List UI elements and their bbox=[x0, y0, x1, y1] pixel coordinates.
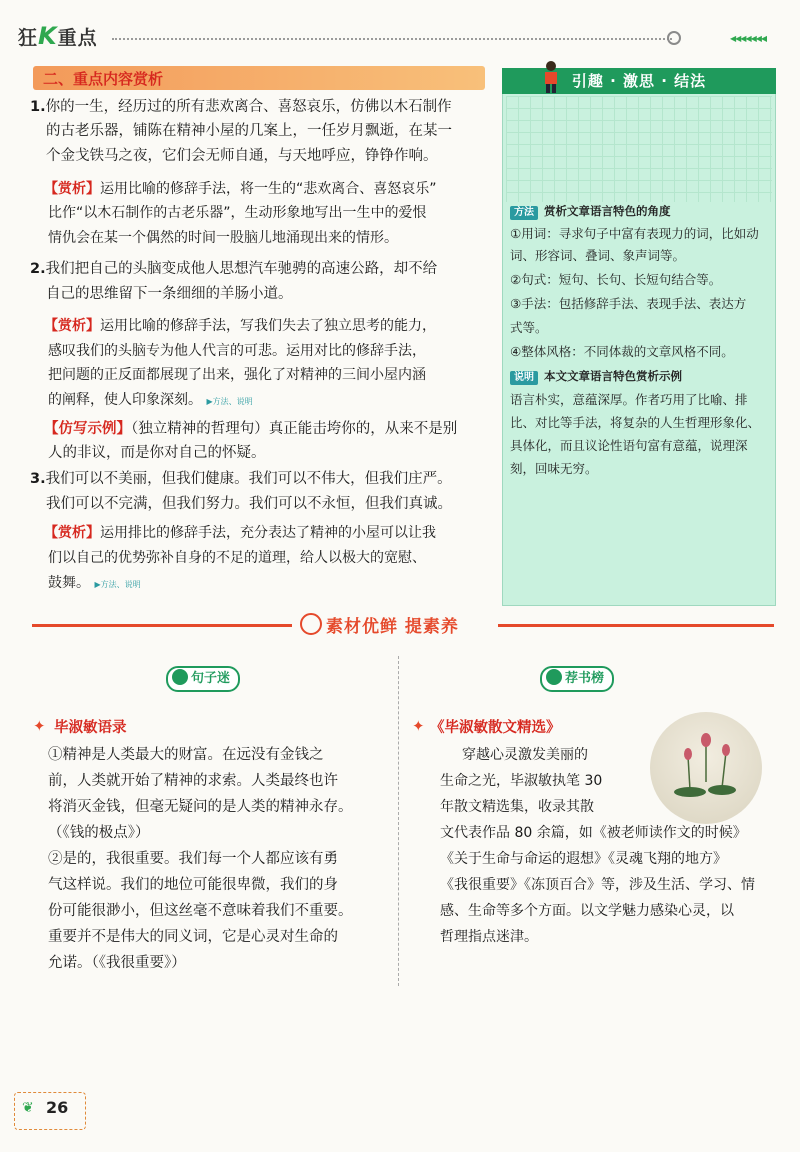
column-divider bbox=[398, 656, 399, 986]
method-note: ▶方法、说明 bbox=[94, 580, 141, 589]
explain-line: 刻，回味无穷。 bbox=[510, 461, 598, 476]
maple-leaf-icon: ✦ bbox=[412, 717, 425, 735]
explain-line: 比、对比等手法，将复杂的人生哲理形象化、 bbox=[510, 415, 761, 430]
section-title-bar bbox=[33, 66, 485, 90]
item3-line: 3.我们可以不美丽，但我们健康。我们可以不伟大，但我们庄严。 bbox=[30, 471, 452, 487]
method-line: ①用词：寻求句子中富有表现力的词，比如动 bbox=[510, 226, 759, 241]
header-dotted-rule bbox=[112, 38, 672, 40]
right-heading: 《毕淑敏散文精选》 bbox=[430, 720, 561, 736]
book-line: 年散文精选集，收录其散 bbox=[440, 799, 594, 815]
banner-title: 素材优鲜 提素养 bbox=[300, 612, 459, 637]
item2-line: 2.我们把自己的头脑变成他人思想汽车驰骋的高速公路，却不给 bbox=[30, 261, 438, 277]
plant-icon: ❦ bbox=[22, 1100, 34, 1116]
book-line: 穿越心灵激发美丽的 bbox=[462, 747, 588, 763]
lotus-illustration bbox=[650, 712, 762, 824]
item3-analysis: 鼓舞。 ▶方法、说明 bbox=[48, 575, 141, 591]
method-heading: 方法 赏析文章语言特色的角度 bbox=[510, 201, 768, 221]
method-line: 词、形容词、叠词、象声词等。 bbox=[510, 248, 686, 263]
lotus-icon bbox=[650, 712, 762, 824]
sidebar-title: 引趣 · 激思 · 结法 bbox=[502, 68, 776, 94]
quote-line: 允诺。（《我很重要》） bbox=[48, 955, 186, 971]
quote-line: 重要并不是伟大的同义词，它是心灵对生命的 bbox=[48, 929, 338, 945]
brand-logo: 狂K重点 bbox=[18, 22, 98, 50]
explain-tag: 说明 bbox=[510, 371, 538, 385]
item1-line: 的古老乐器，铺陈在精神小屋的几案上，一任岁月飘逝，在某一 bbox=[46, 123, 452, 139]
item1-line: 个金戈铁马之夜，它们会无师自通，与天地呼应，铮铮作响。 bbox=[46, 148, 438, 164]
book-line: 生命之光，毕淑敏执笔 30 bbox=[440, 773, 603, 789]
explain-line: 语言朴实，意蕴深厚。作者巧用了比喻、排 bbox=[510, 392, 748, 407]
sidebar-grid bbox=[506, 96, 772, 202]
imitation-line: 【仿写示例】（独立精神的哲理句）真正能击垮你的，从来不是别 bbox=[44, 421, 458, 437]
quote-line: 将消灭金钱，但毫无疑问的是人类的精神永存。 bbox=[48, 799, 353, 815]
item1-analysis: 比作“以木石制作的古老乐器”，生动形象地写出一生中的爱恨 bbox=[48, 205, 427, 221]
method-line: ④整体风格：不同体裁的文章风格不同。 bbox=[510, 344, 734, 359]
book-line: 《关于生命与命运的遐想》《灵魂飞翔的地方》 bbox=[440, 851, 727, 867]
person-icon bbox=[540, 60, 562, 94]
item2-analysis: 的阐释，使人印象深刻。 ▶方法、说明 bbox=[48, 392, 253, 408]
item2-analysis: 感叹我们的头脑专为他人代言的可悲。运用对比的修辞手法， bbox=[48, 343, 426, 359]
method-note: ▶方法、说明 bbox=[206, 397, 253, 406]
book-icon bbox=[546, 669, 562, 685]
quote-line: ②是的，我很重要。我们每一个人都应该有勇 bbox=[48, 851, 338, 867]
method-line: ②句式：短句、长句、长短句结合等。 bbox=[510, 272, 722, 287]
item2-line: 自己的思维留下一条细细的羊肠小道。 bbox=[46, 286, 293, 302]
header-circle bbox=[667, 31, 681, 45]
item2-analysis: 【赏析】运用比喻的修辞手法，写我们失去了独立思考的能力， bbox=[44, 318, 436, 334]
left-heading: 毕淑敏语录 bbox=[54, 720, 127, 736]
item3-analysis: 【赏析】运用排比的修辞手法，充分表达了精神的小屋可以让我 bbox=[44, 525, 436, 541]
item3-line: 我们可以不完满，但我们努力。我们可以不永恒，但我们真诚。 bbox=[46, 496, 452, 512]
header-arrows-icon: ◀◀◀◀◀◀◀ bbox=[730, 34, 767, 43]
book-line: 哲理指点迷津。 bbox=[440, 929, 538, 945]
explain-line: 具体化，而且议论性语句富有意蕴，说理深 bbox=[510, 438, 748, 453]
quote-line: （《钱的极点》） bbox=[48, 825, 150, 841]
item2-analysis: 把问题的正反面都展现了出来，强化了对精神的三间小屋内涵 bbox=[48, 367, 426, 383]
quote-line: 气这样说。我们的地位可能很卑微，我们的身 bbox=[48, 877, 338, 893]
method-line: ③手法：包括修辞手法、表现手法、表达方 bbox=[510, 296, 747, 311]
method-tag: 方法 bbox=[510, 206, 538, 220]
book-line: 《我很重要》《冻顶百合》等，涉及生活、学习、情 bbox=[440, 877, 755, 893]
key-icon bbox=[172, 669, 188, 685]
imitation-line: 人的非议，而是你对自己的怀疑。 bbox=[48, 445, 266, 461]
item1-analysis: 【赏析】运用比喻的修辞手法，将一生的“悲欢离合、喜怒哀乐” bbox=[44, 181, 437, 197]
banner-rule-right bbox=[498, 624, 774, 627]
banner-rule-left bbox=[32, 624, 292, 627]
page-number: 26 bbox=[46, 1098, 69, 1117]
explain-heading: 说明 本文文章语言特色赏析示例 bbox=[510, 366, 768, 386]
quote-line: 份可能很渺小，但这丝毫不意味着我们不重要。 bbox=[48, 903, 353, 919]
item1-analysis: 情仇会在某一个偶然的时间一股脑儿地涌现出来的情形。 bbox=[48, 230, 398, 246]
item3-analysis: 们以自己的优势弥补自身的不足的道理，给人以极大的宽慰、 bbox=[48, 550, 426, 566]
book-line: 感、生命等多个方面。以文学魅力感染心灵，以 bbox=[440, 903, 734, 919]
method-line: 式等。 bbox=[510, 320, 548, 335]
book-line: 文代表作品 80 余篇，如《被老师读作文的时候》 bbox=[440, 825, 747, 841]
section-title: 二、重点内容赏析 bbox=[43, 70, 164, 88]
maple-leaf-icon: ✦ bbox=[33, 717, 46, 735]
quote-line: ①精神是人类最大的财富。在远没有金钱之 bbox=[48, 747, 324, 763]
badge-books: 荐书榜 bbox=[540, 666, 614, 692]
swirl-icon bbox=[300, 613, 322, 635]
badge-sentences: 句子迷 bbox=[166, 666, 240, 692]
item1-line: 1.你的一生，经历过的所有悲欢离合、喜怒哀乐，仿佛以木石制作 bbox=[30, 99, 452, 115]
quote-line: 前，人类就开始了精神的求索。人类最终也许 bbox=[48, 773, 338, 789]
